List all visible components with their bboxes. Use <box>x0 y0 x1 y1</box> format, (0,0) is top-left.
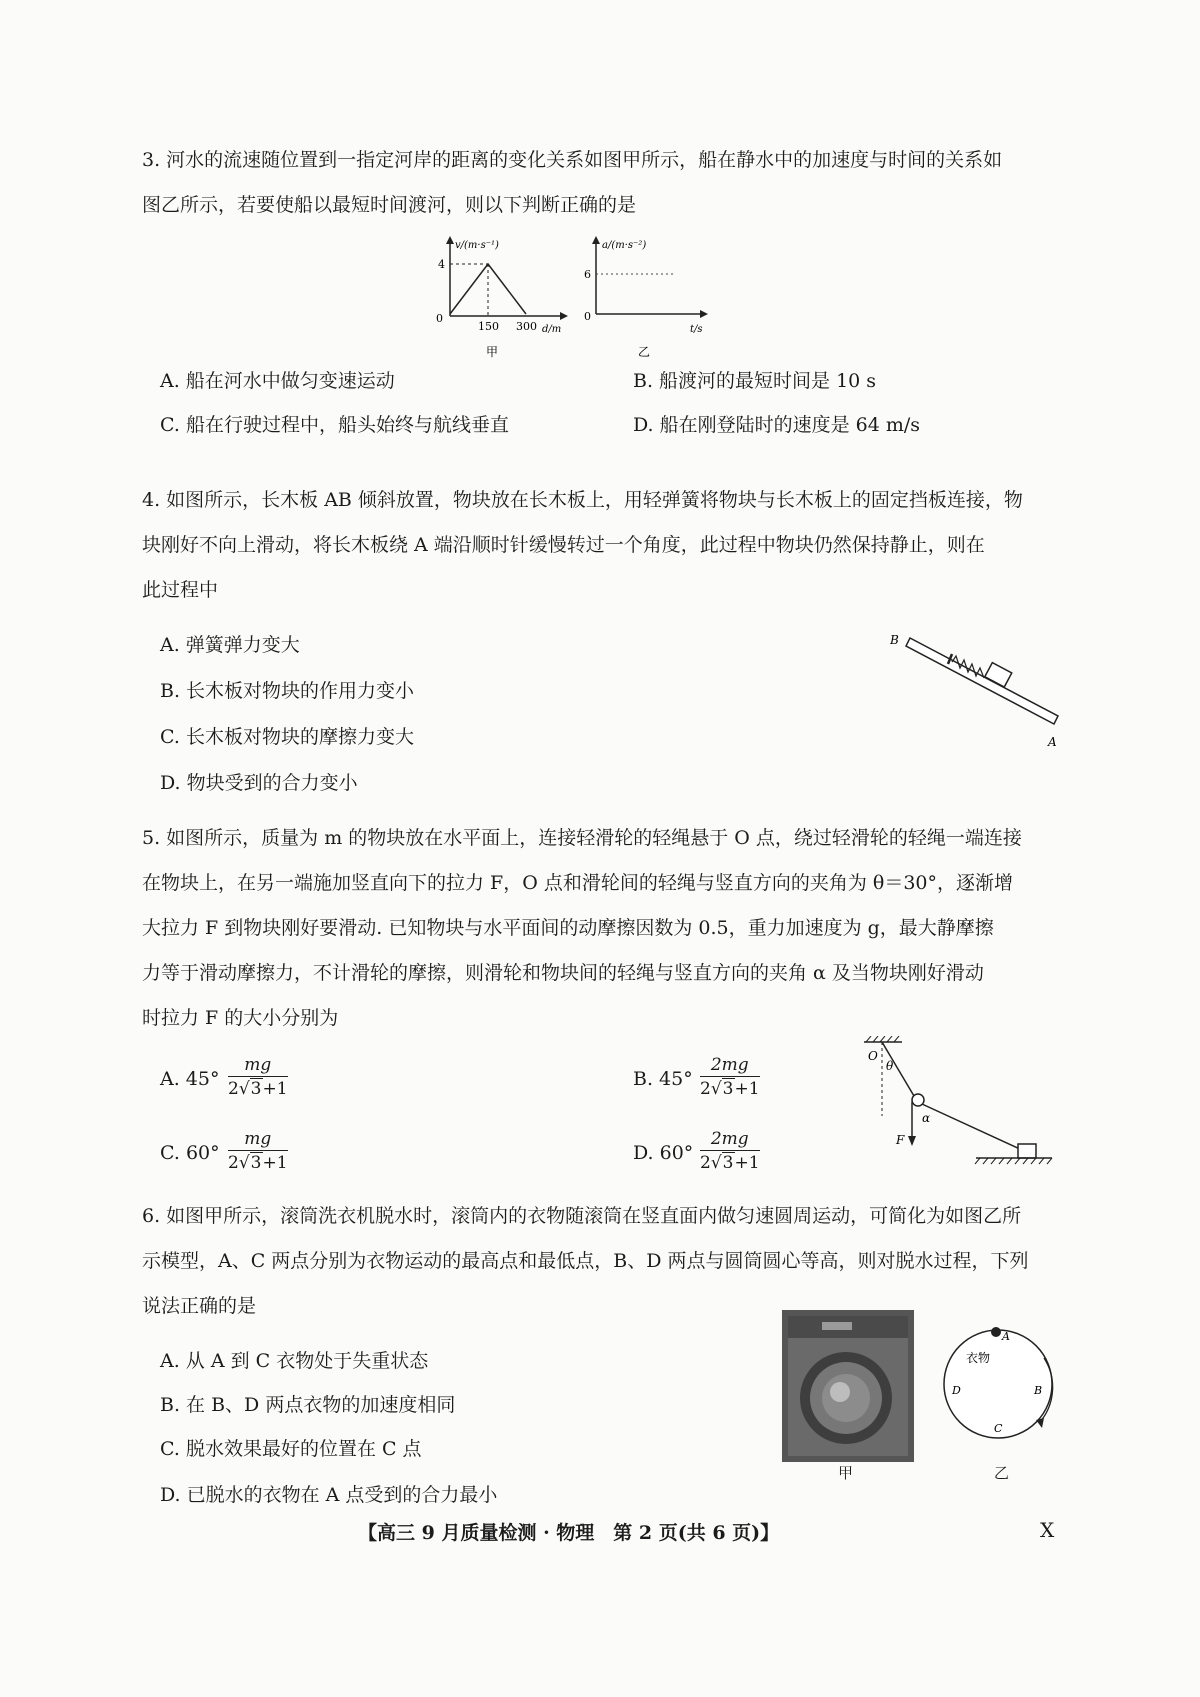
q6-stem-line1: 6. 如图甲所示，滚筒洗衣机脱水时，滚筒内的衣物随滚筒在竖直面内做匀速圆周运动，可简化为如图乙所 <box>142 1205 1022 1227</box>
q5-stem <box>142 816 1072 1041</box>
q5-rope-block <box>922 1104 1022 1150</box>
q3-option-b: B. 船渡河的最短时间是 10 s <box>633 370 877 392</box>
page-footer: 【高三 9 月质量检测 · 物理 第 2 页(共 6 页)】 <box>358 1522 780 1544</box>
q3-option-d: D. 船在刚登陆时的速度是 64 m/s <box>633 414 921 436</box>
q5-ceiling-hatch <box>866 1036 899 1042</box>
q6-clothes-dot <box>991 1327 1001 1337</box>
q6-label-b: B <box>1034 1384 1043 1397</box>
footer-version-letter: X <box>1040 1518 1055 1542</box>
q6-option-c: C. 脱水效果最好的位置在 C 点 <box>160 1438 422 1460</box>
q3-yi-caption: 乙 <box>638 345 651 359</box>
q5-option-d-fraction <box>700 1128 760 1175</box>
q6-washer-photo <box>782 1310 914 1462</box>
q6-fig-yi-caption: 乙 <box>994 1464 1010 1482</box>
q5-option-a-numerator: mg <box>228 1054 288 1077</box>
q5-stem-line3: 大拉力 F 到物块刚好要滑动. 已知物块与水平面间的动摩擦因数为 0.5，重力加速度为 g，最大静摩擦 <box>142 917 994 939</box>
q6-circle-model <box>940 1310 1060 1460</box>
q3-option-c: C. 船在行驶过程中，船头始终与航线垂直 <box>160 414 509 436</box>
q5-ground-hatch <box>975 1158 1052 1164</box>
q5-option-b-label: B. 45° <box>633 1068 693 1090</box>
q5-option-a-label: A. 45° <box>160 1068 220 1090</box>
q6-stem-line3: 说法正确的是 <box>142 1295 257 1317</box>
q4-stem <box>142 478 1072 613</box>
q6-option-b: B. 在 B、D 两点衣物的加速度相同 <box>160 1394 456 1416</box>
q5-label-alpha: α <box>922 1111 931 1125</box>
q3-stem-line1: 3. 河水的流速随位置到一指定河岸的距离的变化关系如图甲所示，船在静水中的加速度与时间的关系如 <box>142 149 1003 171</box>
q4-label-b: B <box>890 633 899 647</box>
q3-jia-ytick: 4 <box>438 258 445 271</box>
q5-option-b-numerator: 2mg <box>700 1054 760 1077</box>
q5-option-c-fraction <box>228 1128 288 1175</box>
q3-yi-xlabel: t/s <box>690 324 703 335</box>
q5-option-c-denominator: 2√3+1 <box>228 1153 288 1173</box>
q6-label-d: D <box>952 1384 961 1397</box>
q6-label-clothes: 衣物 <box>966 1351 991 1365</box>
q3-figure-jia <box>436 236 568 359</box>
q3-jia-xlabel: d/m <box>542 324 562 335</box>
q3-jia-ylabel: v/(m·s⁻¹) <box>455 240 499 251</box>
q5-label-f: F <box>896 1133 905 1147</box>
q6-stem-line2: 示模型，A、C 两点分别为衣物运动的最高点和最低点，B、D 两点与圆筒圆心等高，则对脱水过程，下列 <box>142 1250 1029 1272</box>
q5-option-b-denominator: 2√3+1 <box>700 1079 760 1099</box>
q4-label-a: A <box>1048 735 1057 748</box>
q3-jia-origin: 0 <box>436 312 443 325</box>
q4-option-d: D. 物块受到的合力变小 <box>160 772 358 794</box>
q5-stem-line1: 5. 如图所示，质量为 m 的物块放在水平面上，连接轻滑轮的轻绳悬于 O 点，绕过轻滑轮的轻绳一端连接 <box>142 827 1022 849</box>
q5-stem-line4: 力等于滑动摩擦力，不计滑轮的摩擦，则滑轮和物块间的轻绳与竖直方向的夹角 α 及当物块刚好滑动 <box>142 962 984 984</box>
q6-stem <box>142 1194 1072 1329</box>
q5-option-d-numerator: 2mg <box>700 1128 760 1151</box>
q4-stem-line2: 块刚好不向上滑动，将长木板绕 A 端沿顺时针缓慢转过一个角度，此过程中物块仍然保持静止，则在 <box>142 534 985 556</box>
q3-figures <box>420 234 720 364</box>
q5-option-a-fraction <box>228 1054 288 1101</box>
q6-label-a: A <box>1002 1330 1010 1343</box>
q3-stem <box>142 138 1072 228</box>
q4-inclined-board <box>906 638 1058 724</box>
q5-figure <box>856 1036 1066 1176</box>
q3-yi-origin: 0 <box>584 310 591 323</box>
q3-option-a: A. 船在河水中做匀变速运动 <box>160 370 395 392</box>
q5-stem-line5: 时拉力 F 的大小分别为 <box>142 1007 339 1029</box>
q3-yi-ylabel: a/(m·s⁻²) <box>602 240 647 251</box>
q5-option-c-numerator: mg <box>228 1128 288 1151</box>
q5-option-a-denominator: 2√3+1 <box>228 1079 288 1099</box>
q3-yi-ytick: 6 <box>584 268 591 281</box>
q6-option-d: D. 已脱水的衣物在 A 点受到的合力最小 <box>160 1484 498 1506</box>
q3-stem-line2: 图乙所示，若要使船以最短时间渡河，则以下判断正确的是 <box>142 194 637 216</box>
q5-block <box>1018 1144 1036 1158</box>
q4-option-b: B. 长木板对物块的作用力变小 <box>160 680 415 702</box>
q5-option-d-label: D. 60° <box>633 1142 694 1164</box>
q4-stem-line1: 4. 如图所示，长木板 AB 倾斜放置，物块放在长木板上，用轻弹簧将物块与长木板上的固定挡板连接，物 <box>142 489 1023 511</box>
q4-figure <box>890 628 1070 748</box>
q4-stem-line3: 此过程中 <box>142 579 219 601</box>
q5-force-arrow <box>908 1136 916 1146</box>
q5-label-theta: θ <box>886 1059 894 1073</box>
q3-jia-xtick-150: 150 <box>478 320 499 333</box>
q3-jia-xtick-300: 300 <box>516 320 537 333</box>
q3-jia-caption: 甲 <box>486 345 499 359</box>
q3-figure-yi <box>584 236 708 359</box>
q5-option-b-fraction <box>700 1054 760 1101</box>
q5-option-d-denominator: 2√3+1 <box>700 1153 760 1173</box>
q6-option-a: A. 从 A 到 C 衣物处于失重状态 <box>160 1350 429 1372</box>
q5-label-o: O <box>868 1049 878 1063</box>
q5-stem-line2: 在物块上，在另一端施加竖直向下的拉力 F，O 点和滑轮间的轻绳与竖直方向的夹角为 θ＝30°，逐渐增 <box>142 872 1013 894</box>
q4-option-c: C. 长木板对物块的摩擦力变大 <box>160 726 414 748</box>
q5-option-c-label: C. 60° <box>160 1142 220 1164</box>
q6-fig-jia-caption: 甲 <box>838 1464 854 1482</box>
q4-option-a: A. 弹簧弹力变大 <box>160 634 300 656</box>
q6-label-c: C <box>994 1422 1003 1435</box>
